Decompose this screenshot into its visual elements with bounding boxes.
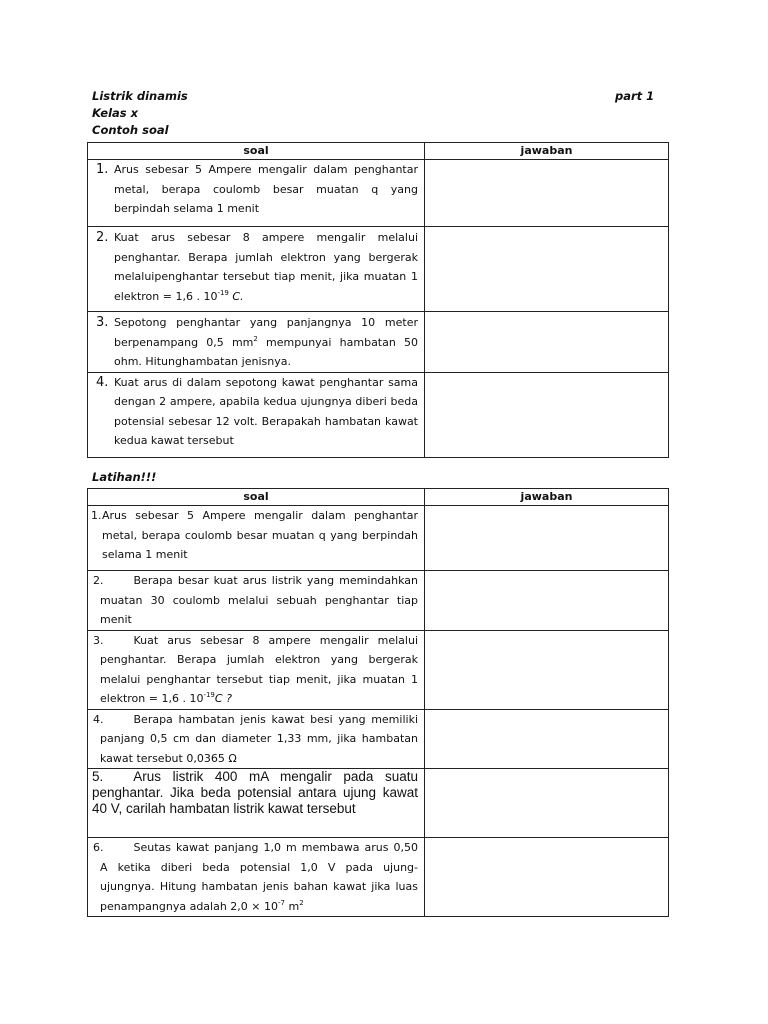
answer-cell[interactable] (425, 709, 669, 769)
question-text: Berapa hambatan jenis kawat besi yang memiliki panjang 0,5 cm dan diameter 1,33 mm, jika hambatan kawat tersebut 0,0365 Ω (100, 712, 418, 765)
answer-cell[interactable] (425, 227, 669, 312)
table-row (88, 571, 669, 631)
table-row (88, 630, 669, 709)
answer-cell[interactable] (425, 312, 669, 373)
question-text-block (88, 769, 424, 817)
column-header-jawaban: jawaban (425, 489, 669, 506)
answer-cell[interactable] (425, 630, 669, 709)
section-heading-contoh: Contoh soal (92, 123, 169, 137)
question-cell (88, 372, 425, 457)
answer-cell[interactable] (425, 372, 669, 457)
question-text-block: 3. Kuat arus sebesar 8 ampere mengalir melalui penghantar. Berapa jumlah elektron yang bergerak melalui penghantar tersebut tiap menit, jika muatan 1 elektron = 1,6 . $10^{-19}C$ ? (93, 633, 418, 705)
question-cell (88, 709, 425, 769)
question-text-block (88, 710, 424, 769)
question-number: 3. (93, 633, 104, 647)
answer-cell[interactable] (425, 769, 669, 838)
question-number: 4. (93, 712, 104, 726)
contoh-soal-table (87, 142, 669, 458)
question-text: Seutas kawat panjang 1,0 m membawa arus 0,50 A ketika diberi beda potensial 1,0 V pada ujung-ujungnya. Hitung hambatan jenis bahan kawat jika luas penampangnya adalah 2,0 × 10 (100, 841, 418, 913)
question-cell (88, 769, 425, 838)
question-text: Arus sebesar 5 Ampere mengalir dalam penghantar metal, berapa coulomb besar muatan q yang berpindah selama 1 menit (102, 509, 418, 561)
table-row (88, 312, 669, 373)
question-text: Kuat arus sebesar 8 ampere mengalir melalui penghantar. Berapa jumlah elektron yang bergerak melaluipenghantar tersebut tiap menit, jika muatan 1 elektron = 1,6 . $10^{-19}$ C. (114, 231, 418, 303)
column-header-jawaban: jawaban (425, 143, 669, 160)
question-number: 2. (93, 574, 104, 587)
document-title: Listrik dinamis (92, 89, 188, 103)
question-number: 3. (96, 315, 109, 330)
section-heading-latihan: Latihan!!! (92, 470, 157, 484)
superscript: 2 (253, 334, 258, 343)
question-number: 4. (96, 374, 109, 390)
column-header-soal: soal (88, 143, 425, 160)
answer-cell[interactable] (425, 571, 669, 631)
table-row (88, 506, 669, 571)
question-text: Kuat arus sebesar 8 ampere mengalir melalui penghantar. Berapa jumlah elektron yang bergerak melalui penghantar tersebut tiap menit, jika muatan 1 elektron = 1,6 . 10 (100, 633, 418, 705)
question-number: 1. (91, 509, 102, 522)
question-cell (88, 838, 425, 917)
table-row (88, 709, 669, 769)
table-row (88, 160, 669, 227)
question-number: 6. (93, 841, 104, 854)
question-cell (88, 227, 425, 312)
question-text-block: 6. Seutas kawat panjang 1,0 m membawa arus 0,50 A ketika diberi beda potensial 1,0 V pada ujung-ujungnya. Hitung hambatan jenis bahan kawat jika luas penampangnya adalah $2,0 \times 10^{-7}$ $m^2$ (93, 841, 418, 913)
table-header-row (88, 489, 669, 506)
question-number: 1. (96, 162, 109, 177)
superscript: -19 (217, 288, 229, 297)
question-cell (88, 160, 425, 227)
answer-cell[interactable] (425, 838, 669, 917)
table-row (88, 838, 669, 917)
question-text: Berapa besar kuat arus listrik yang memindahkan muatan 30 coulomb melalui sebuah penghantar tiap menit (100, 574, 418, 626)
table-header-row (88, 143, 669, 160)
question-number: 5. (92, 769, 104, 784)
question-number: 2. (96, 230, 109, 245)
latihan-table (87, 488, 669, 917)
table-row (88, 227, 669, 312)
question-text: Arus sebesar 5 Ampere mengalir dalam penghantar metal, berapa coulomb besar muatan q yang berpindah selama 1 menit (114, 163, 418, 215)
answer-cell[interactable] (425, 506, 669, 571)
question-cell (88, 630, 425, 709)
question-cell (88, 506, 425, 571)
superscript: 2 (299, 898, 304, 907)
column-header-soal: soal (88, 489, 425, 506)
question-text: Kuat arus di dalam sepotong kawat penghantar sama dengan 2 ampere, apabila kedua ujungnya diberi beda potensial sebesar 12 volt. Berapakah hambatan kawat kedua kawat tersebut (114, 375, 418, 447)
question-text-block (88, 571, 424, 630)
superscript: -7 (278, 898, 285, 907)
question-cell (88, 571, 425, 631)
table-row (88, 372, 669, 457)
table-row (88, 769, 669, 838)
part-label: part 1 (615, 89, 655, 103)
superscript: -19 (203, 691, 215, 699)
question-cell (88, 312, 425, 373)
question-text: Arus listrik 400 mA mengalir pada suatu penghantar. Jika beda potensial antara ujung kawat 40 V, carilah hambatan listrik kawat tersebut (92, 769, 418, 816)
class-label: Kelas x (92, 106, 139, 120)
question-text: Sepotong penghantar yang panjangnya 10 meter berpenampang 0,5 $mm^2$ mempunyai hambatan 50 ohm. Hitunghambatan jenisnya. (114, 316, 419, 368)
answer-cell[interactable] (425, 160, 669, 227)
